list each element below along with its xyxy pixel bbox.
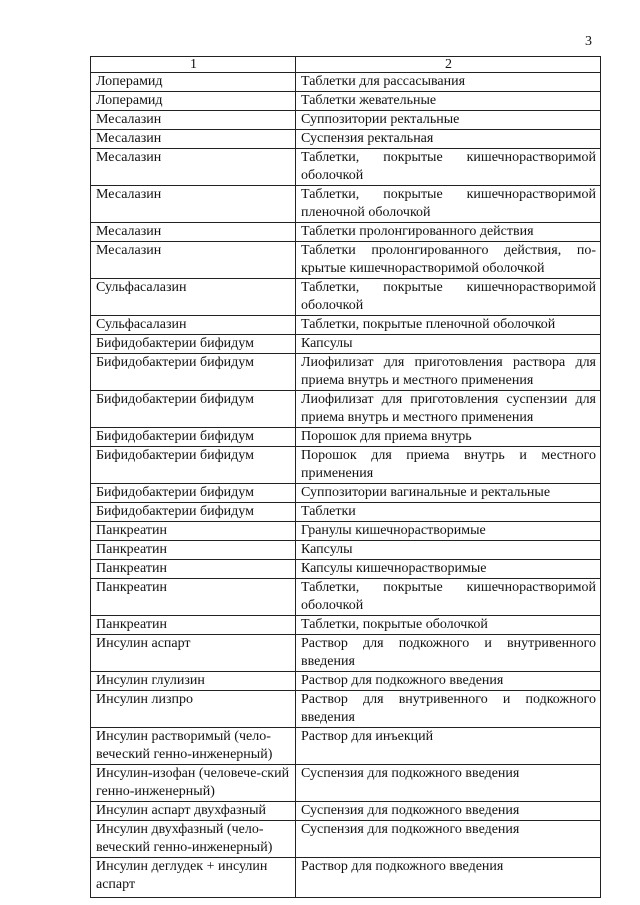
substance-cell: Инсулин-изофан (человече-ский генно-инженерный) (91, 765, 296, 802)
table-row (91, 186, 601, 223)
dosage-form-cell: Раствор для инъекций (296, 728, 601, 765)
dosage-form-cell: Капсулы (296, 541, 601, 560)
table-row (91, 447, 601, 484)
substance-cell: Инсулин глулизин (91, 672, 296, 691)
dosage-form-cell: Таблетки для рассасывания (296, 73, 601, 92)
table-row (91, 428, 601, 447)
table-row (91, 279, 601, 316)
substance-cell: Месалазин (91, 186, 296, 223)
dosage-form-cell: Капсулы (296, 335, 601, 354)
table-row (91, 130, 601, 149)
substance-cell: Инсулин двухфазный (чело-веческий генно-инженерный) (91, 821, 296, 858)
dosage-form-cell: Таблетки, покрытые кишечнорастворимой оболочкой (296, 279, 601, 316)
substance-cell: Лоперамид (91, 92, 296, 111)
dosage-form-cell: Таблетки пролонгированного действия, по-крытые кишечнорастворимой оболочкой (296, 242, 601, 279)
dosage-form-cell: Суспензия для подкожного введения (296, 821, 601, 858)
table-row (91, 335, 601, 354)
table-row (91, 111, 601, 130)
table-row (91, 765, 601, 802)
substance-cell: Инсулин лизпро (91, 691, 296, 728)
dosage-form-cell: Раствор для подкожного и внутривенного введения (296, 635, 601, 672)
substance-cell: Сульфасалазин (91, 279, 296, 316)
table-body (91, 73, 601, 898)
substance-cell: Бифидобактерии бифидум (91, 391, 296, 428)
substance-cell: Бифидобактерии бифидум (91, 335, 296, 354)
dosage-form-cell: Лиофилизат для приготовления раствора для приема внутрь и местного применения (296, 354, 601, 391)
table-row (91, 149, 601, 186)
table-row (91, 316, 601, 335)
page-number: 3 (585, 34, 592, 49)
substance-cell: Инсулин деглудек + инсулин аспарт (91, 858, 296, 898)
dosage-form-cell: Капсулы кишечнорастворимые (296, 560, 601, 579)
table-row (91, 503, 601, 522)
dosage-form-cell: Таблетки, покрытые оболочкой (296, 616, 601, 635)
dosage-form-cell: Порошок для приема внутрь (296, 428, 601, 447)
dosage-form-cell: Суспензия для подкожного введения (296, 765, 601, 802)
table-row (91, 560, 601, 579)
table-row (91, 672, 601, 691)
substance-cell: Сульфасалазин (91, 316, 296, 335)
dosage-form-cell: Лиофилизат для приготовления суспензии для приема внутрь и местного применения (296, 391, 601, 428)
table-row (91, 391, 601, 428)
dosage-form-cell: Суспензия ректальная (296, 130, 601, 149)
substance-cell: Бифидобактерии бифидум (91, 503, 296, 522)
dosage-form-cell: Таблетки, покрытые кишечнорастворимой оболочкой (296, 149, 601, 186)
table-header-row (91, 57, 601, 73)
substance-cell: Панкреатин (91, 541, 296, 560)
substance-cell: Панкреатин (91, 616, 296, 635)
table-row (91, 858, 601, 898)
column-header-1: 1 (91, 57, 296, 73)
dosage-form-cell: Таблетки (296, 503, 601, 522)
dosage-form-cell: Суспензия для подкожного введения (296, 802, 601, 821)
substance-cell: Месалазин (91, 130, 296, 149)
table-row (91, 821, 601, 858)
table-row (91, 691, 601, 728)
dosage-form-cell: Таблетки, покрытые пленочной оболочкой (296, 316, 601, 335)
substance-cell: Бифидобактерии бифидум (91, 447, 296, 484)
dosage-form-cell: Суппозитории вагинальные и ректальные (296, 484, 601, 503)
table-row (91, 92, 601, 111)
table-row (91, 541, 601, 560)
table-row (91, 616, 601, 635)
substance-cell: Бифидобактерии бифидум (91, 484, 296, 503)
substance-cell: Бифидобактерии бифидум (91, 354, 296, 391)
table-row (91, 579, 601, 616)
substance-cell: Панкреатин (91, 579, 296, 616)
dosage-form-cell: Таблетки, покрытые кишечнорастворимой оболочкой (296, 579, 601, 616)
dosage-form-cell: Раствор для внутривенного и подкожного введения (296, 691, 601, 728)
substance-cell: Инсулин растворимый (чело-веческий генно-инженерный) (91, 728, 296, 765)
substance-cell: Месалазин (91, 242, 296, 279)
table-row (91, 635, 601, 672)
dosage-form-cell: Таблетки жевательные (296, 92, 601, 111)
substance-cell: Лоперамид (91, 73, 296, 92)
substance-cell: Бифидобактерии бифидум (91, 428, 296, 447)
column-header-2: 2 (296, 57, 601, 73)
substance-cell: Панкреатин (91, 522, 296, 541)
table-row (91, 728, 601, 765)
dosage-form-cell: Порошок для приема внутрь и местного применения (296, 447, 601, 484)
substance-cell: Инсулин аспарт (91, 635, 296, 672)
table-row (91, 242, 601, 279)
substance-cell: Панкреатин (91, 560, 296, 579)
drug-table (90, 56, 601, 898)
table-row (91, 223, 601, 242)
dosage-form-cell: Гранулы кишечнорастворимые (296, 522, 601, 541)
table-row (91, 522, 601, 541)
dosage-form-cell: Таблетки, покрытые кишечнорастворимой пленочной оболочкой (296, 186, 601, 223)
dosage-form-cell: Таблетки пролонгированного действия (296, 223, 601, 242)
substance-cell: Месалазин (91, 111, 296, 130)
substance-cell: Месалазин (91, 223, 296, 242)
substance-cell: Месалазин (91, 149, 296, 186)
table-row (91, 802, 601, 821)
dosage-form-cell: Раствор для подкожного введения (296, 858, 601, 898)
table-row (91, 484, 601, 503)
table-row (91, 73, 601, 92)
substance-cell: Инсулин аспарт двухфазный (91, 802, 296, 821)
dosage-form-cell: Раствор для подкожного введения (296, 672, 601, 691)
table-row (91, 354, 601, 391)
dosage-form-cell: Суппозитории ректальные (296, 111, 601, 130)
